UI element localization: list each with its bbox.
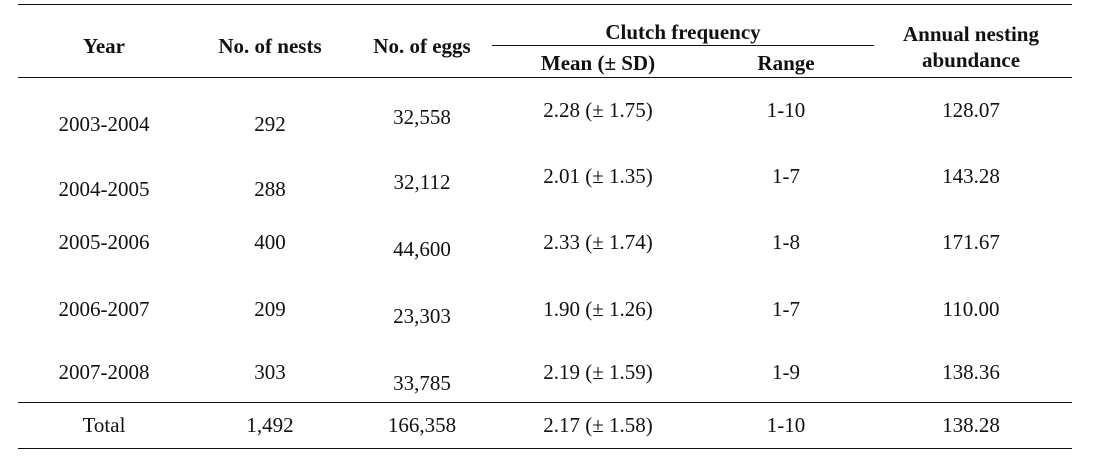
header-bottom-rule [18,77,1072,78]
nests-cell: 303 [254,360,286,384]
annual-cell: 138.36 [942,360,1000,384]
mean-header: Mean (± SD) [540,51,656,75]
eggs-cell: 33,785 [393,371,451,395]
bottom-rule [18,448,1072,449]
total-mean: 2.17 (± 1.58) [543,413,653,437]
total-range: 1-10 [766,413,806,437]
range-header: Range [757,51,815,75]
total-top-rule [18,402,1072,403]
mean-cell: 1.90 (± 1.26) [543,297,653,321]
year-cell: 2005-2006 [58,230,150,254]
mean-cell: 2.28 (± 1.75) [543,98,653,122]
nests-header: No. of nests [218,34,322,58]
range-cell: 1-10 [766,98,806,122]
nests-cell: 288 [254,177,286,201]
eggs-cell: 44,600 [393,237,451,261]
nests-cell: 292 [254,112,286,136]
annual-header-line2: abundance [921,48,1021,72]
year-cell: 2004-2005 [58,177,150,201]
total-nests: 1,492 [246,413,294,437]
year-cell: 2003-2004 [58,112,150,136]
nests-cell: 400 [254,230,286,254]
range-cell: 1-7 [772,164,800,188]
annual-cell: 110.00 [942,297,1000,321]
year-cell: 2006-2007 [58,297,150,321]
eggs-cell: 32,112 [393,170,451,194]
clutch-frequency-header: Clutch frequency [605,20,761,44]
mean-cell: 2.01 (± 1.35) [543,164,653,188]
range-cell: 1-9 [772,360,800,384]
annual-cell: 128.07 [942,98,1000,122]
range-cell: 1-7 [772,297,800,321]
total-annual: 138.28 [942,413,1000,437]
annual-cell: 143.28 [942,164,1000,188]
eggs-cell: 23,303 [393,304,451,328]
mean-cell: 2.19 (± 1.59) [543,360,653,384]
clutch-frequency-rule [492,45,874,46]
eggs-cell: 32,558 [393,105,451,129]
year-header: Year [83,34,125,58]
mean-cell: 2.33 (± 1.74) [543,230,653,254]
eggs-header: No. of eggs [373,34,471,58]
top-rule [18,4,1072,5]
range-cell: 1-8 [772,230,800,254]
annual-header-line1: Annual nesting [903,22,1039,46]
annual-cell: 171.67 [942,230,1000,254]
nests-cell: 209 [254,297,286,321]
total-label: Total [82,413,126,437]
total-eggs: 166,358 [387,413,457,437]
year-cell: 2007-2008 [58,360,150,384]
